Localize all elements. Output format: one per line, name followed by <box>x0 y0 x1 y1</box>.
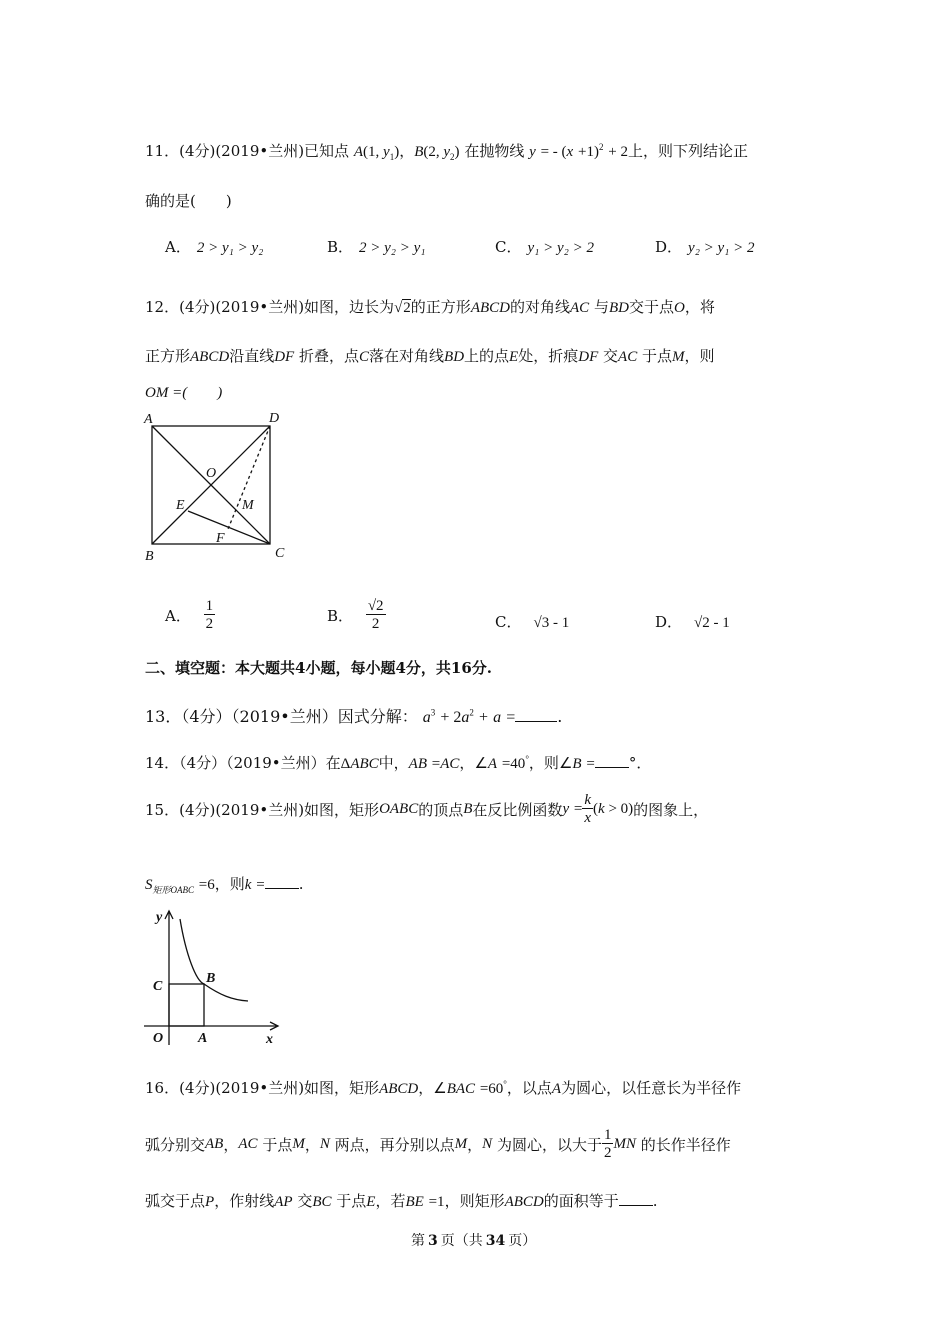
q12-line1: 12．(4分)(2019•兰州)如图，边长为√2的正方形ABCD的对角线AC 与BD交于点O，将 <box>145 298 715 316</box>
page-footer: 第 3 页（共 34 页） <box>411 1233 537 1249</box>
label-y: y <box>156 910 163 925</box>
label-b: B <box>145 549 154 564</box>
section-heading: 二、填空题：本大题共4小题，每小题4分，共16分. <box>145 659 492 677</box>
q11-option-b: B． 2 > y₂ > y₁ <box>327 238 426 256</box>
label-d: D <box>269 411 280 426</box>
q16-line3: 弧交于点P，作射线AP 交BC 于点E，若BE =1，则矩形ABCD的面积等于 . <box>145 1192 658 1210</box>
label-c: C <box>153 979 163 994</box>
q12-line3: OM =( ) <box>145 385 223 401</box>
label-m: M <box>242 498 254 513</box>
q11-line1: 11．(4分)(2019•兰州)已知点 A(1, $y_1$)，B(2, $y_2$) 在抛物线 y = - $(x +1)^2 + 2$上，则下列结论正 <box>145 142 748 162</box>
q15-line1: 15．(4分)(2019•兰州)如图，矩形OABC的顶点B在反比例函数y = $\frac{k}{x}$ (k > 0)的图象上， <box>145 792 709 826</box>
q11-mid: 在抛物线 <box>464 142 525 160</box>
label-b: B <box>206 971 216 986</box>
q12-option-a: A． $\frac{1}{2}$ <box>165 598 214 632</box>
q16-line1: 16．(4分)(2019•兰州)如图，矩形ABCD，∠BAC =60°，以点A为圆心，以任意长为半径作 <box>145 1079 742 1097</box>
q15-line2: $S_{矩形OABC} =6$，则k = . <box>145 875 304 895</box>
label-x: x <box>266 1032 273 1047</box>
q12-square-figure <box>140 408 300 568</box>
fold-line-df <box>228 426 270 529</box>
q11-option-c: C． y₁ > y₂ > 2 <box>495 238 594 256</box>
q11-suffix: 上，则下列结论正 <box>627 142 748 160</box>
q11-prefix: 11．(4分)(2019•兰州)已知点 <box>145 142 350 160</box>
q16-line2: 弧分别交AB，AC 于点M，N 两点，再分别以点M，N 为圆心，以大于 $\frac{1}{2}$ MN 的长作半径作 <box>145 1127 731 1161</box>
label-a: A <box>144 412 153 427</box>
label-o: O <box>206 466 217 481</box>
q14-line: 14．（4分）（2019•兰州）在ΔABC中，AB =AC，∠A =40°，则∠B = °． <box>145 754 652 772</box>
label-f: F <box>216 531 225 546</box>
q15-graph-figure <box>140 905 290 1050</box>
label-e: E <box>176 498 185 513</box>
q12-option-b: B． $\frac{√2}{2}$ <box>327 598 384 632</box>
q13-line: 13．（4分）（2019•兰州）因式分解： $a^3 + 2a^2 + a$ = . <box>145 707 563 726</box>
q11-option-a: A． 2 > y₁ > y₂ <box>165 238 264 256</box>
label-o: O <box>153 1031 164 1046</box>
q12-line2: 正方形ABCD沿直线DF 折叠，点C落在对角线BD上的点E处，折痕DF 交AC 于点M，则 <box>145 347 715 365</box>
hyperbola-curve <box>180 919 248 1001</box>
q11-option-d: D． y₂ > y₁ > 2 <box>655 238 755 256</box>
label-c: C <box>275 546 285 561</box>
q12-option-c: C． √3 - 1 <box>495 613 570 631</box>
label-a: A <box>198 1031 208 1046</box>
q11-line2: 确的是( ) <box>145 192 232 210</box>
rectangle-oabc <box>169 984 204 1026</box>
q12-option-d: D． √2 - 1 <box>655 613 730 631</box>
